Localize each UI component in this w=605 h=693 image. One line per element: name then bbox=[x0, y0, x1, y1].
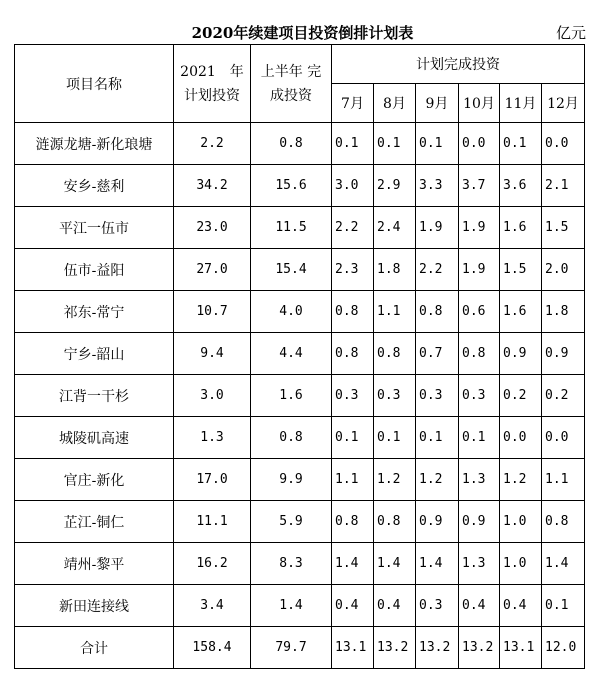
month-value-cell: 1.2 bbox=[500, 459, 542, 501]
month-value-cell: 0.8 bbox=[542, 501, 585, 543]
month-value-cell: 0.2 bbox=[500, 375, 542, 417]
project-name-cell: 芷江-铜仁 bbox=[15, 501, 174, 543]
month-value-cell: 3.3 bbox=[416, 165, 459, 207]
month-value-cell: 1.6 bbox=[500, 291, 542, 333]
month-value-cell: 0.9 bbox=[542, 333, 585, 375]
table-row bbox=[15, 291, 585, 333]
month-value-cell: 2.4 bbox=[374, 207, 416, 249]
month-value-cell: 0.8 bbox=[374, 333, 416, 375]
header-first-half-line1: 上半年 完 bbox=[260, 63, 322, 80]
month-value-cell: 0.8 bbox=[374, 501, 416, 543]
month-value-cell: 1.4 bbox=[332, 543, 374, 585]
month-value-cell: 0.8 bbox=[416, 291, 459, 333]
month-value-cell: 0.4 bbox=[374, 585, 416, 627]
month-value-cell: 1.5 bbox=[542, 207, 585, 249]
month-value-cell: 13.2 bbox=[459, 627, 500, 669]
month-value-cell: 0.3 bbox=[459, 375, 500, 417]
month-value-cell: 0.3 bbox=[416, 375, 459, 417]
month-value-cell: 0.9 bbox=[416, 501, 459, 543]
plan-2021-cell: 34.2 bbox=[174, 165, 251, 207]
table-row bbox=[15, 417, 585, 459]
plan-2021-cell: 23.0 bbox=[174, 207, 251, 249]
plan-2021-cell: 1.3 bbox=[174, 417, 251, 459]
month-value-cell: 1.9 bbox=[459, 249, 500, 291]
project-name-cell: 伍市-益阳 bbox=[15, 249, 174, 291]
first-half-done-cell: 0.8 bbox=[251, 417, 332, 459]
table-row bbox=[15, 459, 585, 501]
month-value-cell: 0.1 bbox=[500, 123, 542, 165]
month-value-cell: 0.3 bbox=[332, 375, 374, 417]
project-name-cell: 靖州-黎平 bbox=[15, 543, 174, 585]
table-row bbox=[15, 123, 585, 165]
project-name-cell: 新田连接线 bbox=[15, 585, 174, 627]
month-value-cell: 0.9 bbox=[500, 333, 542, 375]
month-value-cell: 0.8 bbox=[332, 291, 374, 333]
month-value-cell: 0.1 bbox=[416, 417, 459, 459]
month-value-cell: 2.1 bbox=[542, 165, 585, 207]
table-row bbox=[15, 543, 585, 585]
table-row bbox=[15, 333, 585, 375]
header-month: 10月 bbox=[459, 84, 500, 123]
month-value-cell: 1.6 bbox=[500, 207, 542, 249]
project-name-cell: 城陵矶高速 bbox=[15, 417, 174, 459]
month-value-cell: 1.5 bbox=[500, 249, 542, 291]
plan-2021-cell: 158.4 bbox=[174, 627, 251, 669]
month-value-cell: 2.0 bbox=[542, 249, 585, 291]
month-value-cell: 0.0 bbox=[500, 417, 542, 459]
header-2021-plan bbox=[174, 45, 251, 123]
plan-2021-cell: 2.2 bbox=[174, 123, 251, 165]
month-value-cell: 0.4 bbox=[459, 585, 500, 627]
month-value-cell: 0.0 bbox=[542, 417, 585, 459]
month-value-cell: 1.9 bbox=[416, 207, 459, 249]
first-half-done-cell: 15.6 bbox=[251, 165, 332, 207]
month-value-cell: 0.8 bbox=[332, 501, 374, 543]
project-name-cell: 官庄-新化 bbox=[15, 459, 174, 501]
first-half-done-cell: 79.7 bbox=[251, 627, 332, 669]
month-value-cell: 1.1 bbox=[542, 459, 585, 501]
month-value-cell: 1.3 bbox=[459, 459, 500, 501]
month-value-cell: 1.8 bbox=[542, 291, 585, 333]
project-name-cell: 安乡-慈利 bbox=[15, 165, 174, 207]
month-value-cell: 1.4 bbox=[374, 543, 416, 585]
header-project-name: 项目名称 bbox=[15, 45, 174, 123]
plan-2021-cell: 3.4 bbox=[174, 585, 251, 627]
first-half-done-cell: 15.4 bbox=[251, 249, 332, 291]
month-value-cell: 1.1 bbox=[332, 459, 374, 501]
month-value-cell: 0.2 bbox=[542, 375, 585, 417]
month-value-cell: 13.2 bbox=[416, 627, 459, 669]
month-value-cell: 0.8 bbox=[459, 333, 500, 375]
month-value-cell: 0.0 bbox=[459, 123, 500, 165]
header-2021-plan-line2: 计划投资 bbox=[184, 87, 240, 104]
month-value-cell: 0.9 bbox=[459, 501, 500, 543]
plan-2021-cell: 11.1 bbox=[174, 501, 251, 543]
plan-2021-cell: 3.0 bbox=[174, 375, 251, 417]
month-value-cell: 0.1 bbox=[542, 585, 585, 627]
month-value-cell: 2.3 bbox=[332, 249, 374, 291]
plan-2021-cell: 17.0 bbox=[174, 459, 251, 501]
project-name-cell: 祁东-常宁 bbox=[15, 291, 174, 333]
month-value-cell: 13.2 bbox=[374, 627, 416, 669]
month-value-cell: 1.1 bbox=[374, 291, 416, 333]
first-half-done-cell: 9.9 bbox=[251, 459, 332, 501]
total-row bbox=[15, 627, 585, 669]
first-half-done-cell: 1.6 bbox=[251, 375, 332, 417]
month-value-cell: 12.0 bbox=[542, 627, 585, 669]
month-value-cell: 0.4 bbox=[500, 585, 542, 627]
month-value-cell: 1.4 bbox=[416, 543, 459, 585]
month-value-cell: 0.1 bbox=[332, 417, 374, 459]
header-month: 12月 bbox=[542, 84, 585, 123]
project-name-cell: 宁乡-韶山 bbox=[15, 333, 174, 375]
month-value-cell: 3.0 bbox=[332, 165, 374, 207]
month-value-cell: 0.1 bbox=[332, 123, 374, 165]
month-value-cell: 0.8 bbox=[332, 333, 374, 375]
plan-2021-cell: 9.4 bbox=[174, 333, 251, 375]
month-value-cell: 0.1 bbox=[374, 123, 416, 165]
month-value-cell: 0.4 bbox=[332, 585, 374, 627]
first-half-done-cell: 4.0 bbox=[251, 291, 332, 333]
first-half-done-cell: 0.8 bbox=[251, 123, 332, 165]
month-value-cell: 0.7 bbox=[416, 333, 459, 375]
month-value-cell: 1.0 bbox=[500, 543, 542, 585]
month-value-cell: 1.3 bbox=[459, 543, 500, 585]
month-value-cell: 1.4 bbox=[542, 543, 585, 585]
header-month: 8月 bbox=[374, 84, 416, 123]
project-name-cell: 平江一伍市 bbox=[15, 207, 174, 249]
project-name-cell: 江背一干杉 bbox=[15, 375, 174, 417]
header-plan-group: 计划完成投资 bbox=[332, 45, 585, 84]
month-value-cell: 2.2 bbox=[416, 249, 459, 291]
month-value-cell: 0.0 bbox=[542, 123, 585, 165]
header-month: 9月 bbox=[416, 84, 459, 123]
first-half-done-cell: 8.3 bbox=[251, 543, 332, 585]
unit-label: 亿元 bbox=[556, 24, 587, 42]
first-half-done-cell: 1.4 bbox=[251, 585, 332, 627]
table-row bbox=[15, 375, 585, 417]
header-first-half bbox=[251, 45, 332, 123]
table-row bbox=[15, 165, 585, 207]
investment-plan-table bbox=[14, 44, 585, 669]
month-value-cell: 1.2 bbox=[374, 459, 416, 501]
first-half-done-cell: 5.9 bbox=[251, 501, 332, 543]
table-row bbox=[15, 207, 585, 249]
month-value-cell: 0.1 bbox=[416, 123, 459, 165]
month-value-cell: 0.3 bbox=[374, 375, 416, 417]
month-value-cell: 13.1 bbox=[332, 627, 374, 669]
month-value-cell: 13.1 bbox=[500, 627, 542, 669]
month-value-cell: 2.2 bbox=[332, 207, 374, 249]
project-name-cell: 合计 bbox=[15, 627, 174, 669]
plan-2021-cell: 10.7 bbox=[174, 291, 251, 333]
month-value-cell: 1.0 bbox=[500, 501, 542, 543]
project-name-cell: 涟源龙塘-新化琅塘 bbox=[15, 123, 174, 165]
month-value-cell: 1.2 bbox=[416, 459, 459, 501]
month-value-cell: 3.7 bbox=[459, 165, 500, 207]
first-half-done-cell: 4.4 bbox=[251, 333, 332, 375]
table-row bbox=[15, 501, 585, 543]
month-value-cell: 2.9 bbox=[374, 165, 416, 207]
plan-2021-cell: 16.2 bbox=[174, 543, 251, 585]
header-month: 11月 bbox=[500, 84, 542, 123]
month-value-cell: 0.1 bbox=[459, 417, 500, 459]
month-value-cell: 1.9 bbox=[459, 207, 500, 249]
first-half-done-cell: 11.5 bbox=[251, 207, 332, 249]
month-value-cell: 0.6 bbox=[459, 291, 500, 333]
table-row bbox=[15, 249, 585, 291]
month-value-cell: 0.1 bbox=[374, 417, 416, 459]
month-value-cell: 3.6 bbox=[500, 165, 542, 207]
table-row bbox=[15, 585, 585, 627]
header-2021-plan-line1: 2021 年 bbox=[180, 63, 244, 80]
plan-2021-cell: 27.0 bbox=[174, 249, 251, 291]
month-value-cell: 1.8 bbox=[374, 249, 416, 291]
header-month: 7月 bbox=[332, 84, 374, 123]
month-value-cell: 0.3 bbox=[416, 585, 459, 627]
header-first-half-line2: 成投资 bbox=[270, 87, 312, 104]
table-title: 2020年续建项目投资倒排计划表 bbox=[191, 24, 414, 42]
